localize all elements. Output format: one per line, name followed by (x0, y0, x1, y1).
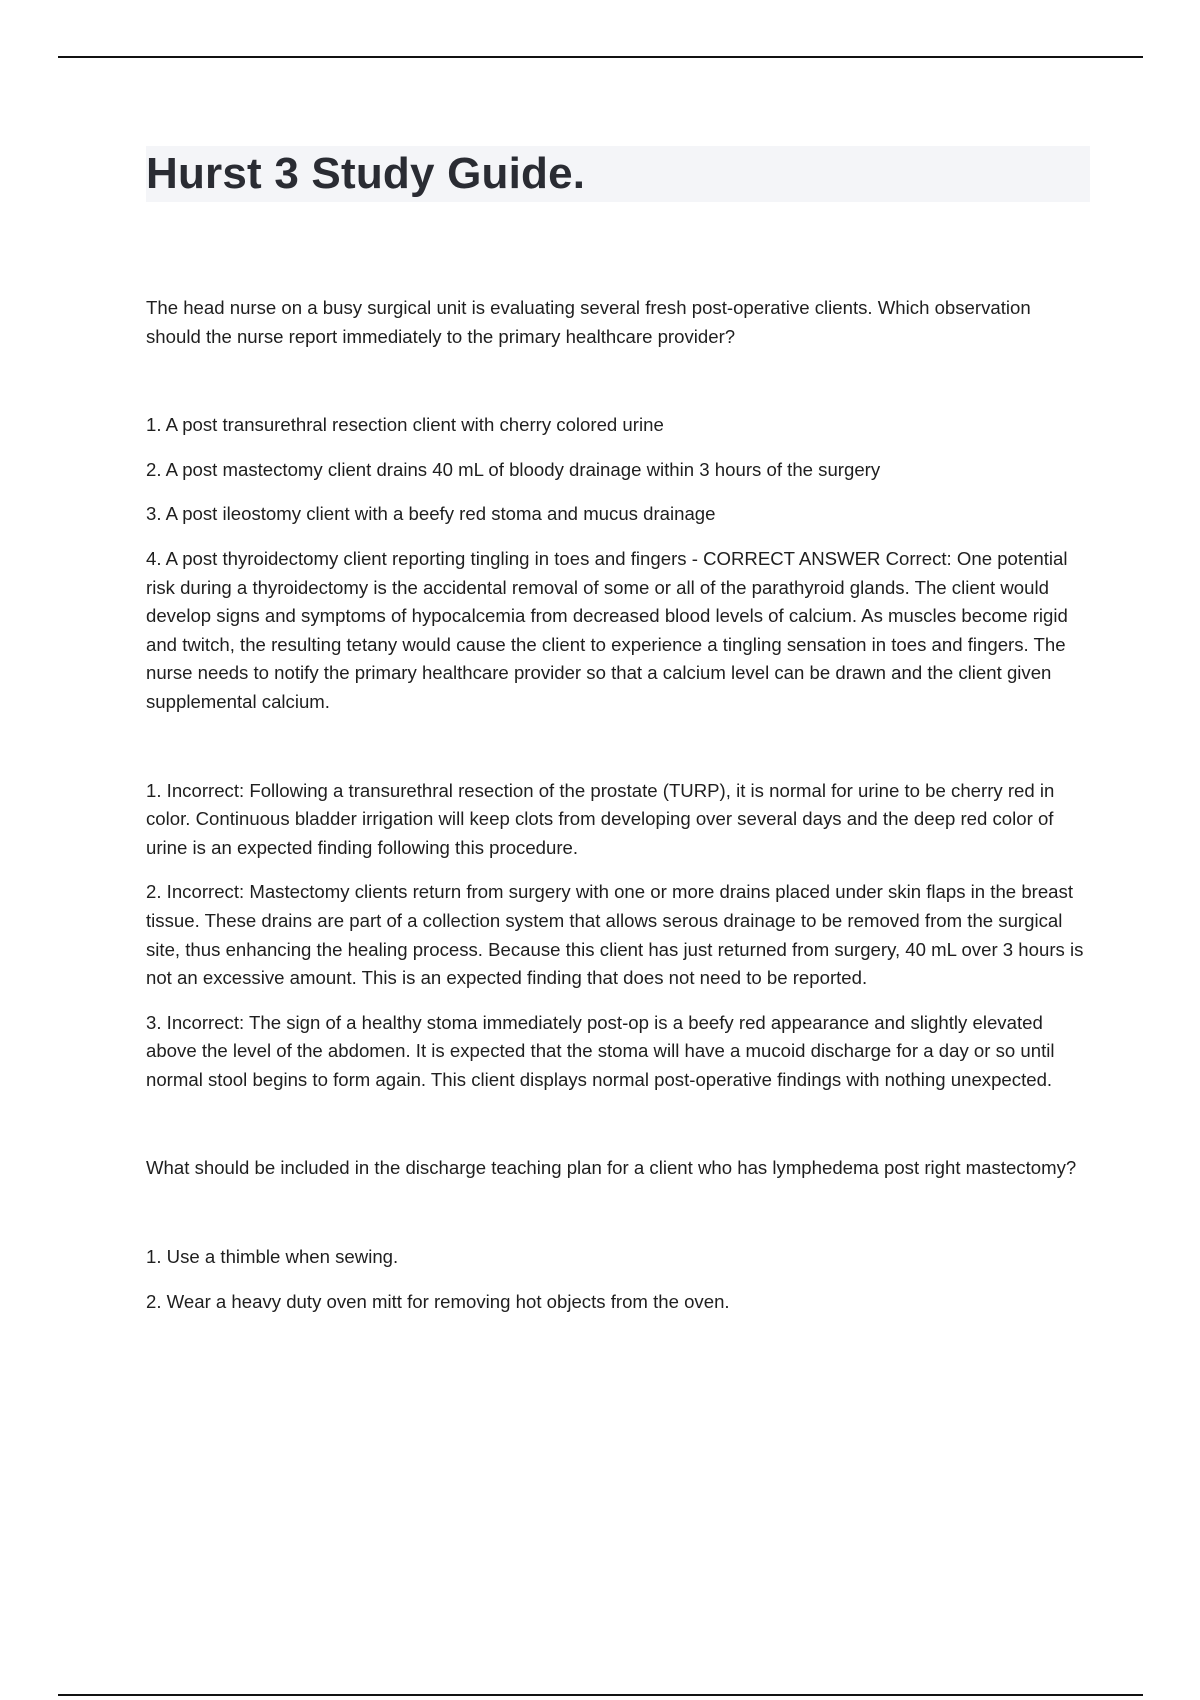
bottom-rule (58, 1694, 1143, 1696)
question-1-explanation-2: 2. Incorrect: Mastectomy clients return from surgery with one or more drains placed under skin flaps in the breast tissue. These drains are part of a collection system that allows serous drainage to be removed from the surgical site, thus enhancing the healing process. Because this client has just returned from surgery, 40 mL over 3 hours is not an excessive amount. This is an expected finding that does not need to be reported. (146, 881, 1084, 989)
document-title: Hurst 3 Study Guide. (146, 149, 586, 198)
question-2-stem: What should be included in the discharge teaching plan for a client who has lymphedema post right mastectomy? (146, 1157, 1077, 1179)
question-2-option-1: 1. Use a thimble when sewing. (146, 1246, 399, 1268)
question-1-option-2: 2. A post mastectomy client drains 40 mL of bloody drainage within 3 hours of the surgery (146, 458, 881, 480)
page-content (146, 146, 1090, 1316)
question-1-option-1: 1. A post transurethral resection client with cherry colored urine (146, 414, 664, 436)
question-1-stem: The head nurse on a busy surgical unit is evaluating several fresh post-operative clients. Which observation should the nurse report immediately to the primary healthcare provider? (146, 297, 1031, 347)
top-rule (58, 56, 1143, 58)
question-1-explanation-1: 1. Incorrect: Following a transurethral resection of the prostate (TURP), it is normal for urine to be cherry red in color. Continuous bladder irrigation will keep clots from developing over several days and the deep red color of urine is an expected finding following this procedure. (146, 779, 1055, 858)
question-1-option-4-answer: 4. A post thyroidectomy client reporting tingling in toes and fingers - CORRECT ANSWER Correct: One potential risk during a thyroidectomy is the accidental removal of some or all of the parathyroid glands. The client would develop signs and symptoms of hypocalcemia from decreased blood levels of calcium. As muscles become rigid and twitch, the resulting tetany would cause the client to experience a tingling sensation in toes and fingers. The nurse needs to notify the primary healthcare provider so that a calcium level can be drawn and the client given supplemental calcium. (146, 547, 1068, 712)
title-banner (146, 146, 1090, 202)
question-2-option-2: 2. Wear a heavy duty oven mitt for removing hot objects from the oven. (146, 1290, 730, 1312)
question-1-explanation-3: 3. Incorrect: The sign of a healthy stoma immediately post-op is a beefy red appearance and slightly elevated above the level of the abdomen. It is expected that the stoma will have a mucoid discharge for a day or so until normal stool begins to form again. This client displays normal post-operative findings with nothing unexpected. (146, 1011, 1055, 1090)
question-1-option-3: 3. A post ileostomy client with a beefy red stoma and mucus drainage (146, 503, 716, 525)
